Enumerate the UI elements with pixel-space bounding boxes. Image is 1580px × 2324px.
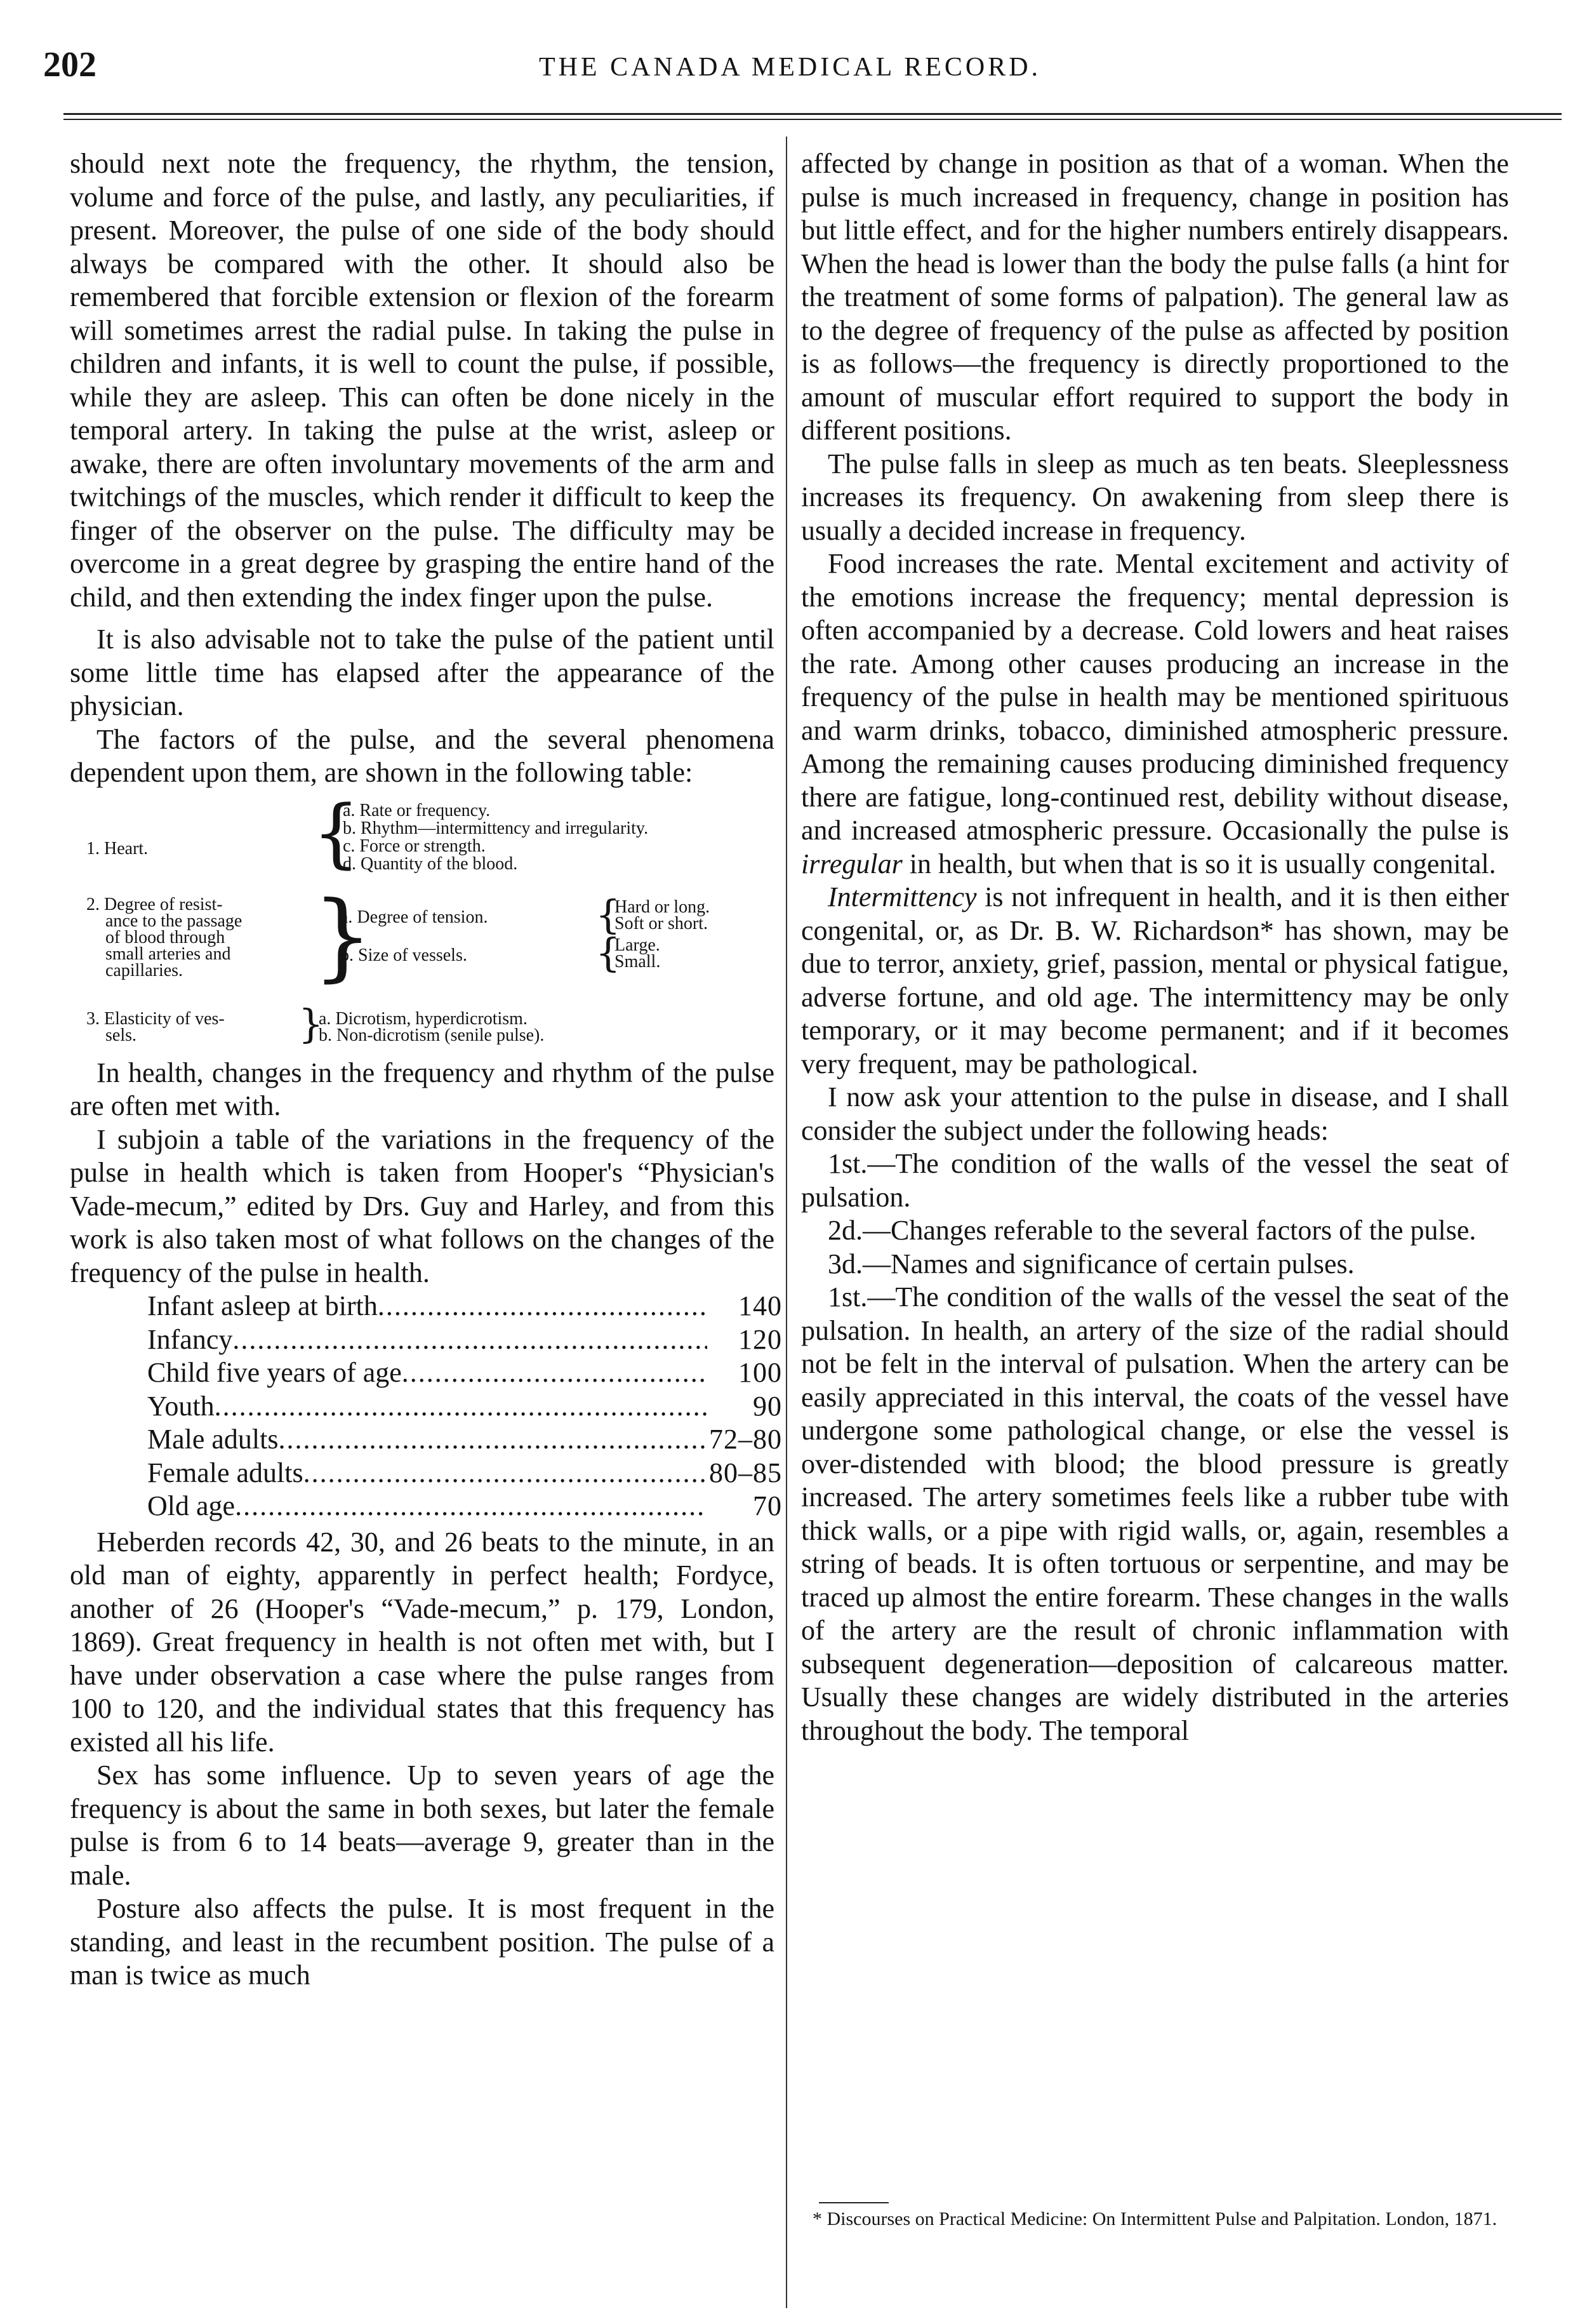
paragraph — [801, 881, 1509, 1081]
footnote-rule — [819, 2202, 889, 2203]
running-title: THE CANADA MEDICAL RECORD. — [538, 53, 1042, 82]
table-row-label: 2. Degree of resist- — [86, 894, 223, 914]
paragraph: The pulse falls in sleep as much as ten beats. Sleeplessness increases its frequency. On awakening from sleep there is usually a decided increase in frequency. — [801, 448, 1509, 546]
dot-leader — [279, 1423, 707, 1457]
row-value: 100 — [738, 1357, 782, 1388]
footnote: * Discourses on Practical Medicine: On Intermittent Pulse and Palpitation. London, 1871. — [813, 2208, 1497, 2229]
row-label: Infancy — [147, 1323, 233, 1355]
paragraph: Heberden records 42, 30, and 26 beats to the minute, in an old man of eighty, apparently in perfect health; Fordyce, another of 26 (Hooper's “Vade-mecum,” p. 179, London, 1869). Great frequency in health is not often met with, but I have under observation a case where the pulse ranges from 100 to 120, and the individual states that this frequency has existed all his life. — [70, 1526, 774, 1758]
paragraph: Sex has some influence. Up to seven years of age the frequency is about the same in both sexes, but later the female pulse is from 6 to 14 beats—average 9, greater than in the male. — [70, 1760, 774, 1891]
table-row-label: sels. — [105, 1025, 136, 1045]
row-value: 72–80 — [709, 1424, 782, 1455]
table-cell: b. Rhythm—intermittency and irregularity. — [343, 818, 649, 838]
table-cell: b. Non-dicrotism (senile pulse). — [319, 1025, 545, 1045]
row-value: 80–85 — [709, 1457, 782, 1488]
dot-leader — [402, 1356, 707, 1390]
dot-leader — [303, 1457, 707, 1490]
row-label: Old age — [147, 1490, 236, 1521]
table-row — [70, 1423, 782, 1457]
paragraph: 3d.—Names and significance of certain pulses. — [828, 1248, 1355, 1279]
brace-glyph: { — [595, 929, 621, 976]
table-row — [70, 1390, 782, 1424]
table-row-label: small arteries and — [105, 944, 231, 964]
brace-glyph: { — [312, 788, 361, 876]
italic-term: Intermittency — [828, 881, 977, 912]
dot-leader — [235, 1490, 707, 1523]
paragraph: It is also advisable not to take the pulse of the patient until some little time has elapsed after the appearance of the physician. — [70, 624, 774, 721]
dot-leader — [232, 1323, 707, 1357]
header-rule — [63, 113, 1562, 115]
row-label: Infant asleep at birth — [147, 1290, 378, 1321]
table-cell: Soft or short. — [614, 913, 708, 933]
page-header — [0, 0, 1580, 121]
row-value: 140 — [738, 1290, 782, 1321]
row-label: Female adults — [147, 1457, 303, 1488]
table-row — [70, 1290, 782, 1323]
paragraph: 1st.—The condition of the walls of the vessel the seat of pulsation. — [801, 1148, 1509, 1213]
row-label: Youth — [147, 1390, 215, 1422]
table-cell: a. Degree of tension. — [340, 907, 488, 927]
table-cell: b. Size of vessels. — [340, 945, 467, 965]
table-row-label: ance to the passage — [105, 911, 242, 931]
paragraph: affected by change in position as that of a woman. When the pulse is much increased in frequency, change in position has but little effect, and for the higher numbers entirely disappears. When the head is lower than the body the pulse falls (a hint for the treatment of some forms of palpation). The general law as to the degree of frequency of the pulse as affected by position is as follows—the frequency is directly proportioned to the amount of muscular effort required to support the body in different positions. — [801, 148, 1509, 446]
paragraph: 1st.—The condition of the walls of the vessel the seat of the pulsation. In health, an artery of the size of the radial should not be felt in the interval of pulsation. When the artery can be easily appreciated in this interval, the coats of the vessel have undergone some pathological change, or else the vessel is over-distended with blood; the blood pressure is greatly increased. The artery sometimes feels like a rubber tube with thick walls, or a pipe with rigid walls, or, again, resembles a string of beads. It is often tortuous or serpentine, and may be traced up almost the entire forearm. These changes in the walls of the artery are the result of chronic inflammation with subsequent degeneration—deposition of calcareous matter. Usually these changes are widely distributed in the arteries throughout the body. The temporal — [801, 1281, 1509, 1746]
pulse-variation-table — [70, 1290, 782, 1523]
table-row — [70, 1323, 782, 1357]
right-column — [801, 147, 1509, 1747]
paragraph: I subjoin a table of the variations in the frequency of the pulse in health which is taken from Hooper's “Physician's Vade-mecum,” edited by Drs. Guy and Harley, and from this work is also taken most of what follows on the changes of the frequency of the pulse in health. — [70, 1123, 774, 1288]
table-cell: Small. — [614, 951, 661, 972]
paragraph: The factors of the pulse, and the several phenomena dependent upon them, are shown in the following table: — [70, 723, 774, 788]
paragraph: 2d.—Changes referable to the several factors of the pulse. — [828, 1215, 1477, 1246]
paragraph: Posture also affects the pulse. It is most frequent in the standing, and least in the recumbent position. The pulse of a man is twice as much — [70, 1893, 774, 1991]
paragraph — [801, 547, 1509, 881]
page-number: 202 — [43, 45, 96, 84]
table-cell: a. Rate or frequency. — [343, 800, 491, 820]
table-row-label: capillaries. — [105, 960, 183, 980]
paragraph-text: in health, but when that is so it is usually congenital. — [909, 848, 1496, 879]
row-label: Male adults — [147, 1424, 279, 1455]
paragraph: should next note the frequency, the rhythm, the tension, volume and force of the pulse, and lastly, any peculiarities, if present. Moreover, the pulse of one side of the body should always be compared with the other. It should also be remembered that forcible extension or flexion of the forearm will sometimes arrest the radial pulse. In taking the pulse in children and infants, it is well to count the pulse, if possible, while they are asleep. This can often be done nicely in the temporal artery. In taking the pulse at the wrist, asleep or awake, there are often involuntary movements of the arm and twitchings of the muscles, which render it difficult to keep the finger of the observer on the pulse. The difficulty may be overcome in a great degree by grasping the entire hand of the child, and then extending the index finger upon the pulse. — [70, 148, 774, 613]
table-row-label: of blood through — [105, 927, 225, 947]
table-row-label: 1. Heart. — [86, 838, 149, 858]
brace-glyph: } — [298, 1000, 324, 1047]
paragraph: I now ask your attention to the pulse in disease, and I shall consider the subject under the following heads: — [801, 1081, 1509, 1146]
table-cell: a. Dicrotism, hyperdicrotism. — [319, 1008, 528, 1029]
table-row — [70, 1457, 782, 1490]
table-row — [70, 1490, 782, 1523]
table-cell: Hard or long. — [614, 897, 710, 917]
row-value: 70 — [753, 1490, 782, 1521]
table-cell: c. Force or strength. — [343, 836, 486, 856]
table-cell: d. Quantity of the blood. — [343, 853, 518, 874]
row-label: Child five years of age — [147, 1357, 402, 1388]
table-cell: Large. — [614, 935, 660, 955]
row-value: 120 — [738, 1323, 782, 1355]
row-value: 90 — [753, 1390, 782, 1422]
column-divider — [786, 137, 787, 2308]
table-row — [70, 1356, 782, 1390]
paragraph-text: Food increases the rate. Mental excitement and activity of the emotions increase the frequency; mental depression is often accompanied by a decrease. Cold lowers and heat raises the rate. Among other causes producing an increase in the frequency of the pulse in health may be mentioned spirituous and warm drinks, tobacco, diminished atmospheric pressure. Among the remaining causes producing diminished frequency there are fatigue, long-continued rest, debility without disease, and increased atmospheric pressure. Occasionally the pulse is — [801, 548, 1509, 846]
dot-leader — [378, 1290, 707, 1323]
header-rule-thin — [63, 119, 1562, 120]
pulse-factors-table — [70, 788, 774, 1125]
italic-term: irregular — [801, 848, 903, 879]
table-row-label: 3. Elasticity of ves- — [86, 1008, 225, 1029]
left-column — [70, 147, 782, 1993]
paragraph: In health, changes in the frequency and rhythm of the pulse are often met with. — [70, 1057, 774, 1121]
paragraph-text: is not infrequent in health, and it is then either congenital, or, as Dr. B. W. Richardson* has shown, may be due to terror, anxiety, grief, passion, mental or physical fatigue, adverse fortune, and old age. The intermittency may be only temporary, or it may become permanent; and if it becomes very frequent, may be pathological. — [801, 881, 1510, 1079]
dot-leader — [215, 1390, 707, 1424]
brace-glyph: } — [312, 881, 373, 992]
brace-glyph: { — [595, 891, 621, 938]
